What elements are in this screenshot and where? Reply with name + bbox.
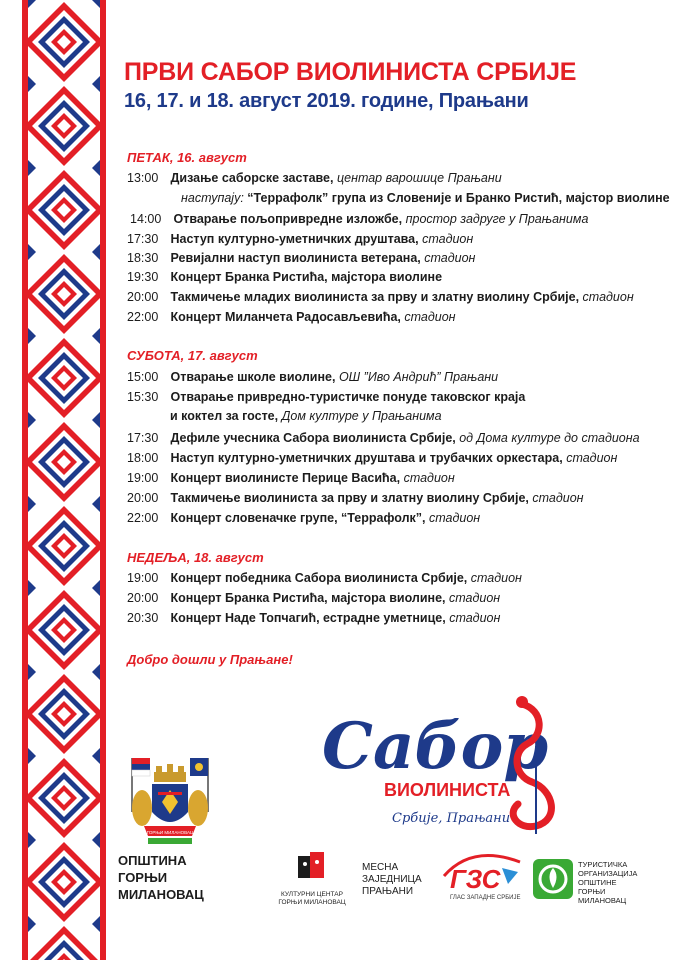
sabor-logo-tagline: Србије, Прањани	[392, 811, 511, 826]
sabor-violinista-logo	[322, 684, 572, 844]
mesna-zajednica-text: МЕСНА ЗАЈЕДНИЦА ПРАЊАНИ	[362, 862, 422, 897]
list-item: 19:30 Концерт Бранка Ристића, мајстора виолине	[127, 270, 443, 284]
list-item: 14:00 Отварање пољопривредне изложбе, простор задруге у Прањанима	[130, 212, 589, 226]
tourist-organization-text: ТУРИСТИЧКА ОРГАНИЗАЦИЈА ОПШТИНЕ ГОРЊИ МИЛАНОВАЦ	[578, 860, 638, 905]
list-item: 20:00 Концерт Бранка Ристића, мајстора виолине, стадион	[127, 591, 501, 605]
list-item: 13:00 Дизање саборске заставе, центар варошице Прањани	[127, 171, 502, 185]
svg-text:ГЗС: ГЗС	[450, 864, 501, 894]
gzs-text: ГЛАС ЗАПАДНЕ СРБИЈЕ	[450, 895, 521, 901]
page-subtitle: 16, 17. и 18. август 2019. године, Прањани	[124, 90, 529, 112]
kulturni-centar-text: КУЛТУРНИ ЦЕНТАР ГОРЊИ МИЛАНОВАЦ	[278, 891, 346, 906]
list-item: 22:00 Концерт Миланчета Радосављевића, стадион	[127, 310, 456, 324]
list-item: 20:00 Такмичење младих виолиниста за прву и златну виолину Србије, стадион	[127, 290, 634, 304]
tourist-organization-logo-icon	[532, 858, 574, 900]
gzs-logo-icon	[442, 850, 522, 894]
list-item: 17:30 Дефиле учесника Сабора виолиниста Србије, од Дома културе до стадиона	[127, 431, 640, 445]
list-item: 20:30 Концерт Наде Топчагић, естрадне уметнице, стадион	[127, 611, 501, 625]
list-item: 20:00 Такмичење виолиниста за прву и златну виолину Србије, стадион	[127, 491, 584, 505]
list-item: 19:00 Концерт виолинисте Перице Васића, стадион	[127, 471, 455, 485]
list-item: 18:30 Ревијални наступ виолиниста ветерана, стадион	[127, 251, 476, 265]
sabor-logo-word: Сабор	[322, 709, 549, 784]
day-heading-sunday: НЕДЕЉА, 18. август	[127, 550, 264, 565]
day-heading-friday: ПЕТАК, 16. август	[127, 150, 247, 165]
list-item: 22:00 Концерт словеначке групе, “Террафолк”, стадион	[127, 511, 481, 525]
list-item: 18:00 Наступ културно-уметничких друштава и трубачких оркестара, стадион	[127, 451, 618, 465]
sabor-logo-sub: ВИОЛИНИСТА	[384, 780, 511, 800]
page-title: ПРВИ САБОР ВИОЛИНИСТА СРБИЈЕ	[124, 58, 577, 86]
kulturni-centar-logo-icon	[272, 852, 352, 890]
day-heading-saturday: СУБОТА, 17. август	[127, 348, 258, 363]
list-item: 15:00 Отварање школе виолине, ОШ ”Иво Андрић” Прањани	[127, 370, 499, 384]
coat-of-arms-icon	[118, 752, 222, 852]
municipality-name: ОПШТИНА ГОРЊИ МИЛАНОВАЦ	[118, 853, 204, 902]
list-item: наступају: “Террафолк” група из Словеније и Бранко Ристић, мајстор виолине	[181, 191, 670, 205]
list-item: и коктел за госте, Дом културе у Прањанима	[170, 409, 442, 423]
list-item: 15:30 Отварање привредно-туристичке понуде таковског краја	[127, 390, 526, 404]
list-item: 19:00 Концерт победника Сабора виолиниста Србије, стадион	[127, 571, 522, 585]
folk-ornament-border	[22, 0, 106, 960]
welcome-text: Добро дошли у Прањане!	[127, 652, 293, 667]
list-item: 17:30 Наступ културно-уметничких друштава, стадион	[127, 232, 474, 246]
coat-ribbon-text: ГОРЊИ МИЛАНОВАЦ	[146, 830, 194, 835]
